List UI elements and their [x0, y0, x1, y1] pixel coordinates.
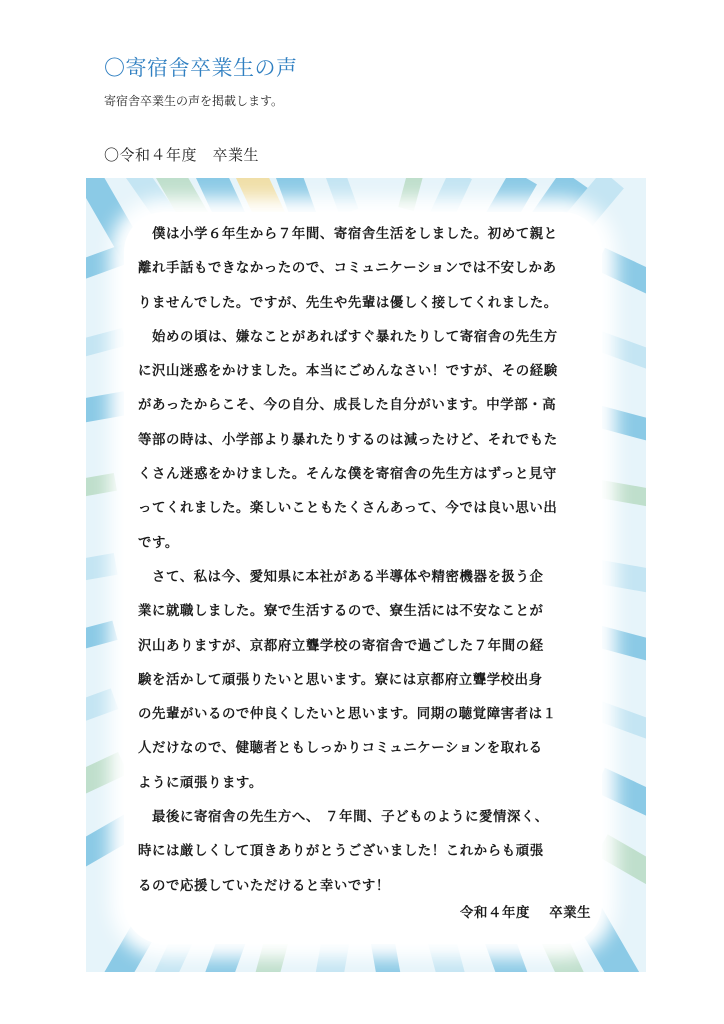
page-subtitle: 寄宿舎卒業生の声を掲載します。: [104, 94, 284, 108]
letter-paragraph: 始めの頃は、嫌なことがあればすぐ暴れたりして寄宿舎の先生方 に沢山迷惑をかけました。本当にごめんなさい！ですが、その経験 があったからこそ、今の自分、成長した自分がいます。中学部・高 等部の時は、小学部より暴れたりするのは減ったけど、それでもた くさん迷惑をかけました。そんな僕を寄宿舎の先生方はずっと見守 ってくれました。楽しいこともたくさんあって、今では良い思い出 です。: [138, 329, 558, 551]
letter-paragraph: 僕は小学６年生から７年間、寄宿舎生活をしました。初めて親と 離れ手話もできなかったので、コミュニケーションでは不安しかあ りませんでした。ですが、先生や先輩は優しく接してくれました。: [138, 227, 558, 311]
letter-frame: [86, 178, 646, 972]
letter-paragraph: さて、私は今、愛知県に本社がある半導体や精密機器を扱う企 業に就職しました。寮で生活するので、寮生活には不安なことが 沢山ありますが、京都府立聾学校の寄宿舎で過ごした７年間の経 験を活かして頑張りたいと思います。寮には京都府立聾学校出身 の先輩がいるので仲良くしたいと思います。同期の聴覚障害者は１ 人だけなので、健聴者ともしっかりコミュニケーションを取れる ように頑張ります。: [138, 569, 557, 791]
letter-body: [138, 218, 608, 904]
letter-paragraph: 最後に寄宿舎の先生方へ、 ７年間、子どものように愛情深く、 時には厳しくして頂きありがとうございました！これからも頑張 るので応援していただけると幸いです！: [138, 810, 549, 894]
letter-signature: 令和４年度 卒業生: [460, 906, 592, 921]
section-heading: 〇令和４年度 卒業生: [104, 146, 260, 164]
page-title: 〇寄宿舎卒業生の声: [104, 56, 298, 80]
